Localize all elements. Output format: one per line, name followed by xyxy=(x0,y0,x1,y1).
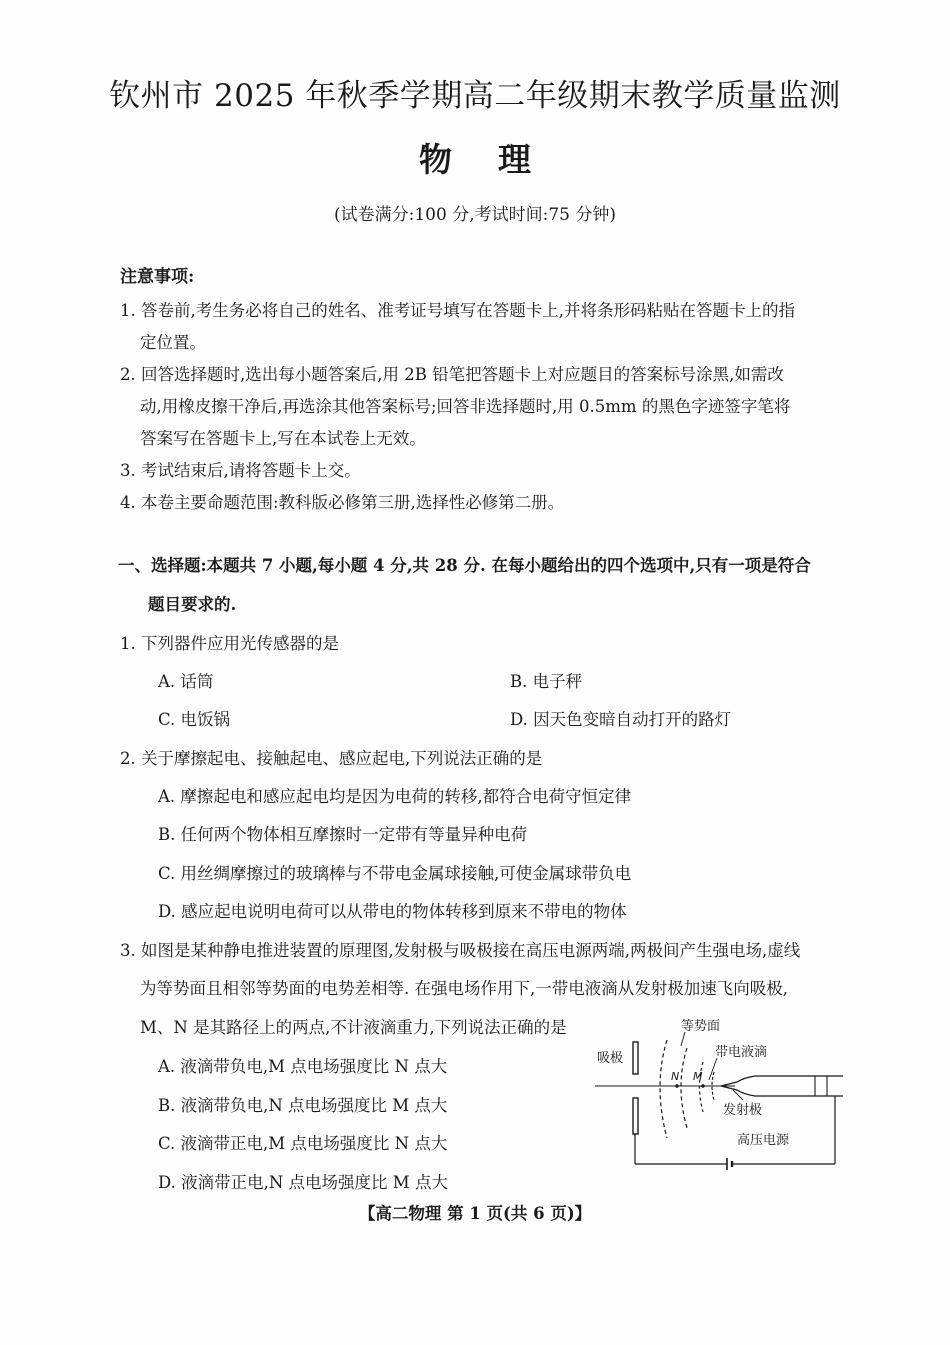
notes-line: 4. 本卷主要命题范围:教科版必修第三册,选择性必修第二册。 xyxy=(120,493,565,512)
notes-line: 答案写在答题卡上,写在本试卷上无效。 xyxy=(140,429,426,448)
q3-option-a: A. 液滴带负电,M 点电场强度比 N 点大 xyxy=(158,1057,448,1076)
droplet-label: 带电液滴 xyxy=(715,1045,768,1060)
q2-option-a: A. 摩擦起电和感应起电均是因为电荷的转移,都符合电荷守恒定律 xyxy=(158,787,632,806)
question-3-stem-cont: 为等势面且相邻等势面的电势差相等. 在强电场作用下,一带电液滴从发射极加速飞向吸极, xyxy=(140,979,788,998)
q2-option-b: B. 任何两个物体相互摩擦时一定带有等量异种电荷 xyxy=(158,825,528,844)
q3-option-d: D. 液滴带正电,N 点电场强度比 M 点大 xyxy=(158,1173,448,1192)
emitter-label: 发射极 xyxy=(723,1103,763,1118)
point-n-label: N xyxy=(671,1070,680,1083)
section-heading-cont: 题目要求的. xyxy=(148,595,237,614)
emitter-leader xyxy=(733,1090,743,1100)
notes-line: 动,用橡皮擦干净后,再选涂其他答案标号;回答非选择题时,用 0.5mm 的黑色字迹签字笔将 xyxy=(140,397,791,416)
q2-option-d: D. 感应起电说明电荷可以从带电的物体转移到原来不带电的物体 xyxy=(158,902,627,921)
page-footer: 【高二物理 第 1 页(共 6 页)】 xyxy=(358,1204,592,1223)
q1-option-b: B. 电子秤 xyxy=(510,672,583,691)
question-3-stem: 3. 如图是某种静电推进装置的原理图,发射极与吸极接在高压电源两端,两极间产生强电场,虚线 xyxy=(120,941,801,960)
equipotential-arc xyxy=(660,1040,667,1138)
notes-line: 3. 考试结束后,请将答题卡上交。 xyxy=(120,461,361,480)
question-1-stem: 1. 下列器件应用光传感器的是 xyxy=(120,634,339,653)
notes-heading: 注意事项: xyxy=(120,267,195,287)
point-n xyxy=(675,1084,679,1088)
question-2-stem: 2. 关于摩擦起电、接触起电、感应起电,下列说法正确的是 xyxy=(120,749,543,768)
absorber-plate-top xyxy=(633,1042,638,1074)
question-3-stem-cont: M、N 是其路径上的两点,不计液滴重力,下列说法正确的是 xyxy=(140,1018,567,1037)
exam-title: 钦州市 2025 年秋季学期高二年级期末教学质量监测 xyxy=(109,78,841,114)
point-m-label: M xyxy=(693,1070,703,1083)
q3-option-b: B. 液滴带负电,N 点电场强度比 M 点大 xyxy=(158,1096,448,1115)
q1-option-a: A. 话筒 xyxy=(158,672,214,691)
q1-option-d: D. 因天色变暗自动打开的路灯 xyxy=(510,710,732,729)
emitter-nozzle xyxy=(721,1076,843,1096)
point-m xyxy=(701,1084,705,1088)
notes-line: 2. 回答选择题时,选出每小题答案后,用 2B 铅笔把答题卡上对应题目的答案标号涂黑,如需改 xyxy=(120,365,784,384)
section-heading: 一、选择题:本题共 7 小题,每小题 4 分,共 28 分. 在每小题给出的四个选项中,只有一项是符合 xyxy=(118,556,811,575)
subject-heading: 物理 xyxy=(419,140,577,179)
notes-line: 1. 答卷前,考生务必将自己的姓名、准考证号填写在答题卡上,并将条形码粘贴在答题卡上的指 xyxy=(120,301,795,320)
q1-option-c: C. 电饭锅 xyxy=(158,710,231,729)
equipotential-label: 等势面 xyxy=(681,1019,721,1034)
q3-option-c: C. 液滴带正电,M 点电场强度比 N 点大 xyxy=(158,1134,448,1153)
power-label: 高压电源 xyxy=(737,1133,790,1148)
equipotential-leader xyxy=(681,1032,685,1046)
exam-meta: (试卷满分:100 分,考试时间:75 分钟) xyxy=(333,205,616,225)
absorber-label: 吸极 xyxy=(597,1051,624,1066)
equipotential-arc xyxy=(681,1048,687,1128)
electrostatic-thruster-diagram xyxy=(595,1018,845,1178)
droplet-leader xyxy=(709,1058,717,1080)
absorber-plate-bottom xyxy=(633,1098,638,1134)
notes-line: 定位置。 xyxy=(140,333,206,352)
q2-option-c: C. 用丝绸摩擦过的玻璃棒与不带电金属球接触,可使金属球带负电 xyxy=(158,864,632,883)
